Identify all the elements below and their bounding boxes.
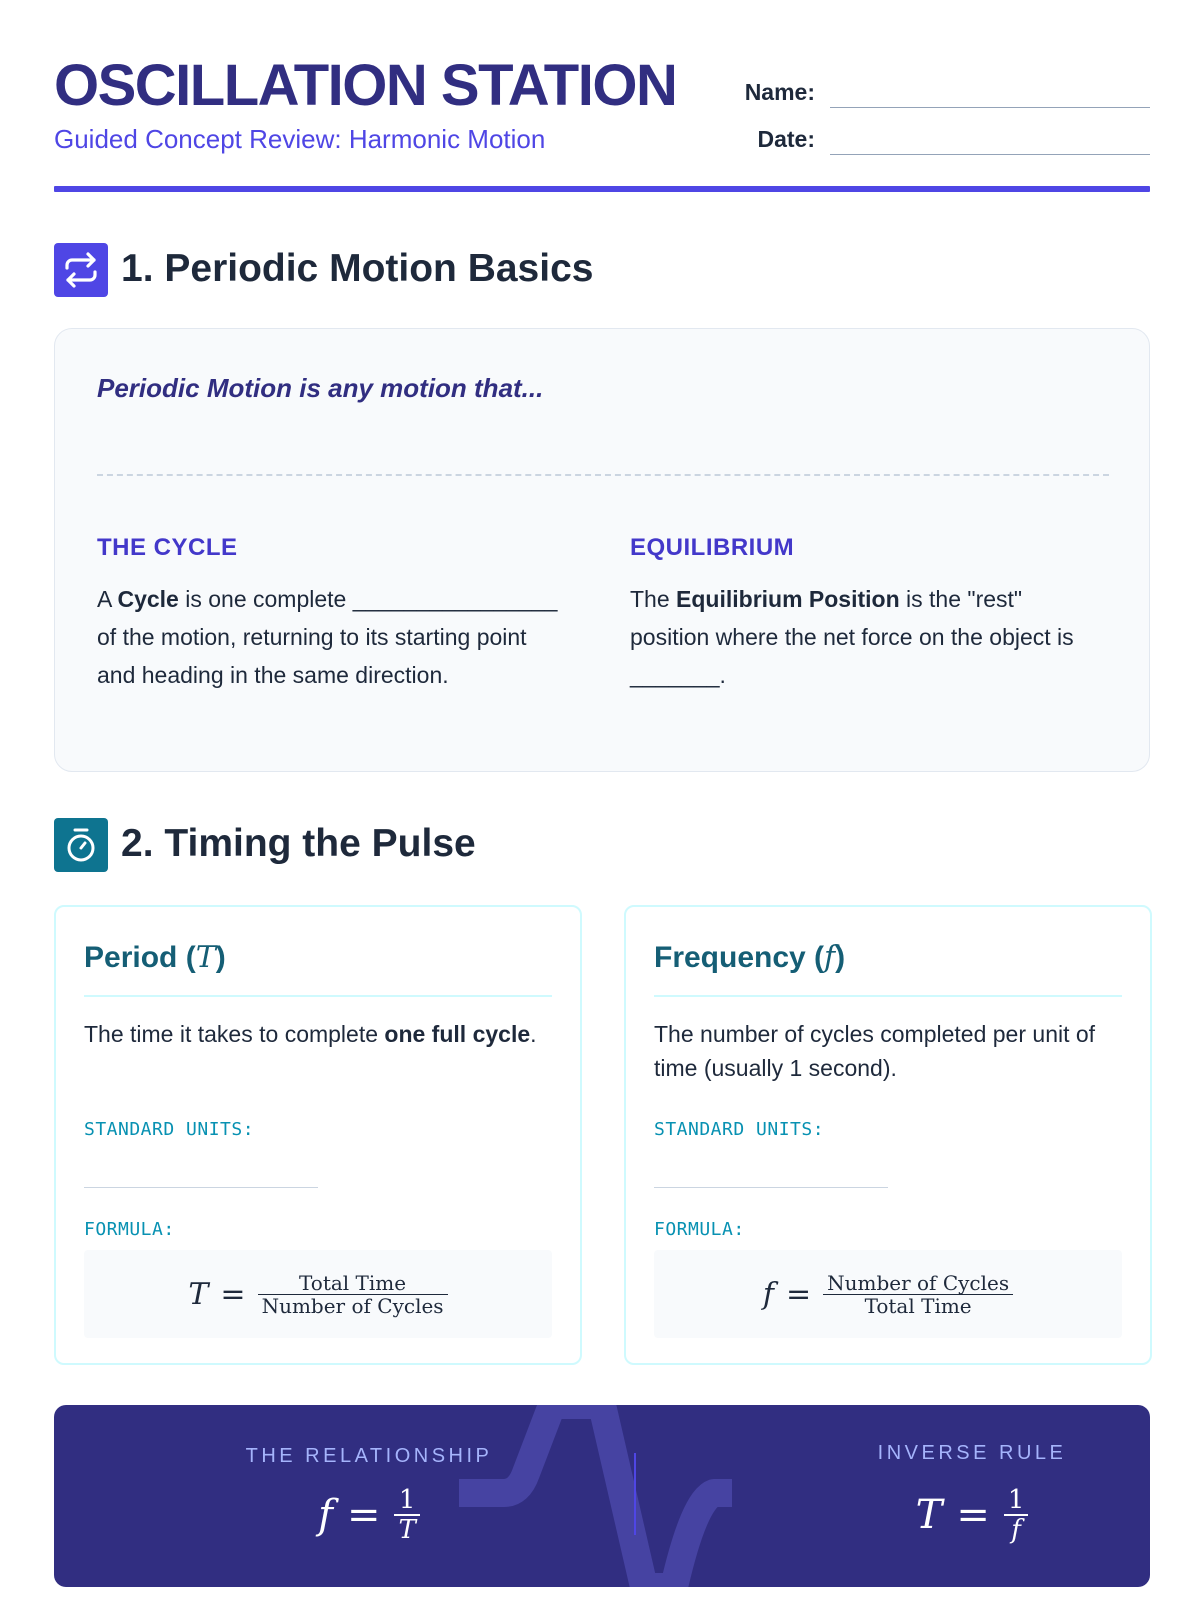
period-card — [54, 905, 582, 1365]
relationship-block — [169, 1405, 569, 1587]
period-formula-box — [84, 1250, 552, 1338]
period-title: Period (T) — [84, 940, 226, 975]
cycle-blank[interactable]: ________________ — [352, 586, 558, 612]
frequency-card — [624, 905, 1152, 1365]
section-1-title: 1. Periodic Motion Basics — [121, 247, 594, 290]
frequency-title: Frequency (f) — [654, 940, 846, 975]
cycle-term: Cycle — [117, 586, 179, 612]
relationship-label: THE RELATIONSHIP — [245, 1445, 493, 1467]
inverse-rule-block — [772, 1405, 1150, 1587]
period-units-label: STANDARD UNITS: — [84, 1119, 255, 1140]
header-divider — [54, 186, 1150, 192]
period-description: The time it takes to complete one full cycle. — [84, 1021, 537, 1047]
frequency-symbol: f — [824, 940, 836, 975]
inverse-rule-label: INVERSE RULE — [877, 1442, 1067, 1464]
frequency-units-input-line[interactable] — [654, 1187, 888, 1188]
inverse-rule-equation: T = $\frac{1}{f}$ — [772, 1475, 1150, 1555]
frequency-formula-box — [654, 1250, 1122, 1338]
frequency-description: The number of cycles completed per unit of time (usually 1 second). — [654, 1021, 1096, 1081]
period-formula-label: FORMULA: — [84, 1219, 175, 1240]
worksheet-header — [54, 0, 1150, 195]
periodic-motion-card — [54, 328, 1150, 772]
page-title: OSCILLATION STATION — [54, 53, 677, 118]
period-divider — [84, 995, 552, 997]
frequency-formula-label: FORMULA: — [654, 1219, 745, 1240]
section-2-heading — [54, 818, 754, 872]
relationship-equation: f = $\frac{1}{T}$ — [169, 1475, 569, 1555]
date-input-line[interactable] — [830, 154, 1150, 155]
repeat-arrows-icon — [54, 243, 108, 297]
frequency-divider — [654, 995, 1122, 997]
name-field[interactable] — [730, 72, 1150, 112]
name-input-line[interactable] — [830, 107, 1150, 108]
answer-line-dashed[interactable] — [97, 474, 1109, 476]
equilibrium-blank[interactable]: _______ — [630, 662, 720, 688]
cycle-text: A Cycle is one complete ________________ of the motion, returning to its starting point and heading in the same direction. — [97, 586, 558, 688]
period-symbol: T — [195, 940, 216, 975]
cycle-column — [97, 534, 567, 694]
section-1-heading — [54, 243, 754, 297]
frequency-units-label: STANDARD UNITS: — [654, 1119, 825, 1140]
banner-divider — [634, 1453, 636, 1535]
worksheet-page — [54, 0, 1150, 1545]
stopwatch-icon — [54, 818, 108, 872]
period-formula: T = $\frac{\text{Total Time}}{\text{Number of Cycles}}$ — [84, 1250, 552, 1338]
name-label: Name: — [744, 79, 815, 105]
equilibrium-term: Equilibrium Position — [676, 586, 900, 612]
section-2-title: 2. Timing the Pulse — [121, 822, 476, 865]
period-units-input-line[interactable] — [84, 1187, 318, 1188]
periodic-motion-prompt: Periodic Motion is any motion that... — [97, 373, 544, 403]
date-label: Date: — [757, 126, 815, 152]
date-field[interactable] — [730, 119, 1150, 159]
equilibrium-text: The Equilibrium Position is the "rest" position where the net force on the object is _______. — [630, 586, 1074, 688]
equilibrium-heading: EQUILIBRIUM — [630, 534, 795, 561]
frequency-formula: f = $\frac{\text{Number of Cycles}}{\text{Total Time}}$ — [654, 1250, 1122, 1338]
relationship-banner — [54, 1405, 1150, 1587]
cycle-heading: THE CYCLE — [97, 534, 238, 561]
equilibrium-column — [630, 534, 1100, 694]
page-subtitle: Guided Concept Review: Harmonic Motion — [54, 124, 546, 154]
